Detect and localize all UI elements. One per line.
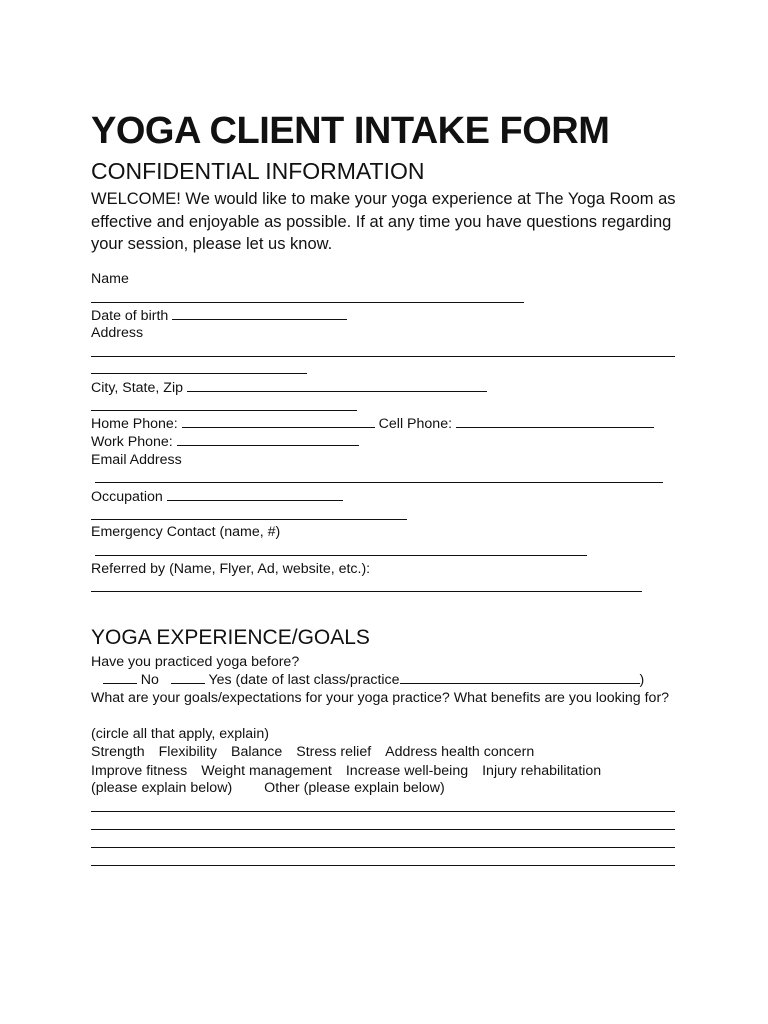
address-blank-2[interactable] xyxy=(91,360,307,374)
no-label: No xyxy=(140,672,159,688)
address-label: Address xyxy=(91,325,144,341)
work-phone-row xyxy=(91,432,359,451)
dob-blank[interactable] xyxy=(172,306,347,320)
last-class-blank[interactable] xyxy=(400,670,640,684)
city-blank-2[interactable] xyxy=(91,397,357,411)
option-injury-rehab[interactable]: Injury rehabilitation xyxy=(482,763,602,779)
dob-row xyxy=(91,306,347,325)
no-blank[interactable] xyxy=(103,670,137,684)
city-state-zip-blank[interactable] xyxy=(187,378,487,392)
referred-field[interactable] xyxy=(91,578,642,597)
circle-note: (circle all that apply, explain) xyxy=(91,726,269,742)
address-blank-1[interactable] xyxy=(91,343,675,357)
goals-blank-4[interactable] xyxy=(91,852,675,866)
address-field-2[interactable] xyxy=(91,360,307,379)
goals-line-4[interactable] xyxy=(91,852,675,871)
option-balance[interactable]: Balance xyxy=(230,744,283,760)
option-improve-fitness[interactable]: Improve fitness xyxy=(91,763,188,779)
name-label: Name xyxy=(91,271,129,287)
options-row-3 xyxy=(91,779,445,797)
welcome-paragraph: WELCOME! We would like to make your yoga experience at The Yoga Room as effective and enjoyable as possible. If at any time you have questions regarding your session, please let us know. xyxy=(91,190,676,253)
dob-label: Date of birth xyxy=(91,308,169,324)
practiced-question: Have you practiced yoga before? xyxy=(91,654,300,670)
home-phone-blank[interactable] xyxy=(182,414,375,428)
option-strength[interactable]: Strength xyxy=(91,744,145,760)
occupation-blank[interactable] xyxy=(167,487,343,501)
referred-blank[interactable] xyxy=(91,578,642,592)
option-weight-management[interactable]: Weight management xyxy=(201,763,332,779)
option-health-concern[interactable]: Address health concern xyxy=(385,744,535,760)
goals-line-1[interactable] xyxy=(91,798,675,817)
work-phone-blank[interactable] xyxy=(177,432,359,446)
emergency-field[interactable] xyxy=(91,542,587,561)
cell-phone-blank[interactable] xyxy=(456,414,654,428)
emergency-blank[interactable] xyxy=(95,542,587,556)
option-flexibility[interactable]: Flexibility xyxy=(158,744,217,760)
emergency-label: Emergency Contact (name, #) xyxy=(91,524,281,540)
goals-blank-2[interactable] xyxy=(91,816,675,830)
referred-label: Referred by (Name, Flyer, Ad, website, etc.): xyxy=(91,561,371,577)
home-phone-label: Home Phone: xyxy=(91,416,178,432)
goals-blank-3[interactable] xyxy=(91,834,675,848)
email-blank[interactable] xyxy=(95,469,663,483)
goals-line-2[interactable] xyxy=(91,816,675,835)
yes-blank[interactable] xyxy=(171,670,205,684)
city-row xyxy=(91,378,487,397)
city-state-zip-label: City, State, Zip xyxy=(91,380,183,396)
options-row-1 xyxy=(91,743,548,761)
occupation-row xyxy=(91,487,343,506)
option-other[interactable]: Other (please explain below) xyxy=(264,780,445,796)
phone-row xyxy=(91,414,654,433)
email-field[interactable] xyxy=(91,469,663,488)
form-title: YOGA CLIENT INTAKE FORM xyxy=(91,110,610,152)
form-subtitle: CONFIDENTIAL INFORMATION xyxy=(91,158,425,184)
option-well-being[interactable]: Increase well-being xyxy=(345,763,469,779)
practiced-row xyxy=(91,670,644,689)
yes-label: Yes (date of last class/practice xyxy=(208,672,400,688)
name-blank[interactable] xyxy=(91,289,524,303)
explain-below-note: (please explain below) xyxy=(91,780,233,796)
goals-question: What are your goals/expectations for your yoga practice? What benefits are you looking for? xyxy=(91,690,670,706)
option-stress-relief[interactable]: Stress relief xyxy=(296,744,372,760)
cell-phone-label: Cell Phone: xyxy=(378,416,453,432)
experience-heading: YOGA EXPERIENCE/GOALS xyxy=(91,626,370,649)
email-label: Email Address xyxy=(91,452,182,468)
yes-close-paren: ) xyxy=(639,672,645,688)
goals-blank-1[interactable] xyxy=(91,798,675,812)
occupation-blank-2[interactable] xyxy=(91,506,407,520)
occupation-label: Occupation xyxy=(91,489,163,505)
work-phone-label: Work Phone: xyxy=(91,434,173,450)
goals-line-3[interactable] xyxy=(91,834,675,853)
options-row-2 xyxy=(91,762,615,780)
